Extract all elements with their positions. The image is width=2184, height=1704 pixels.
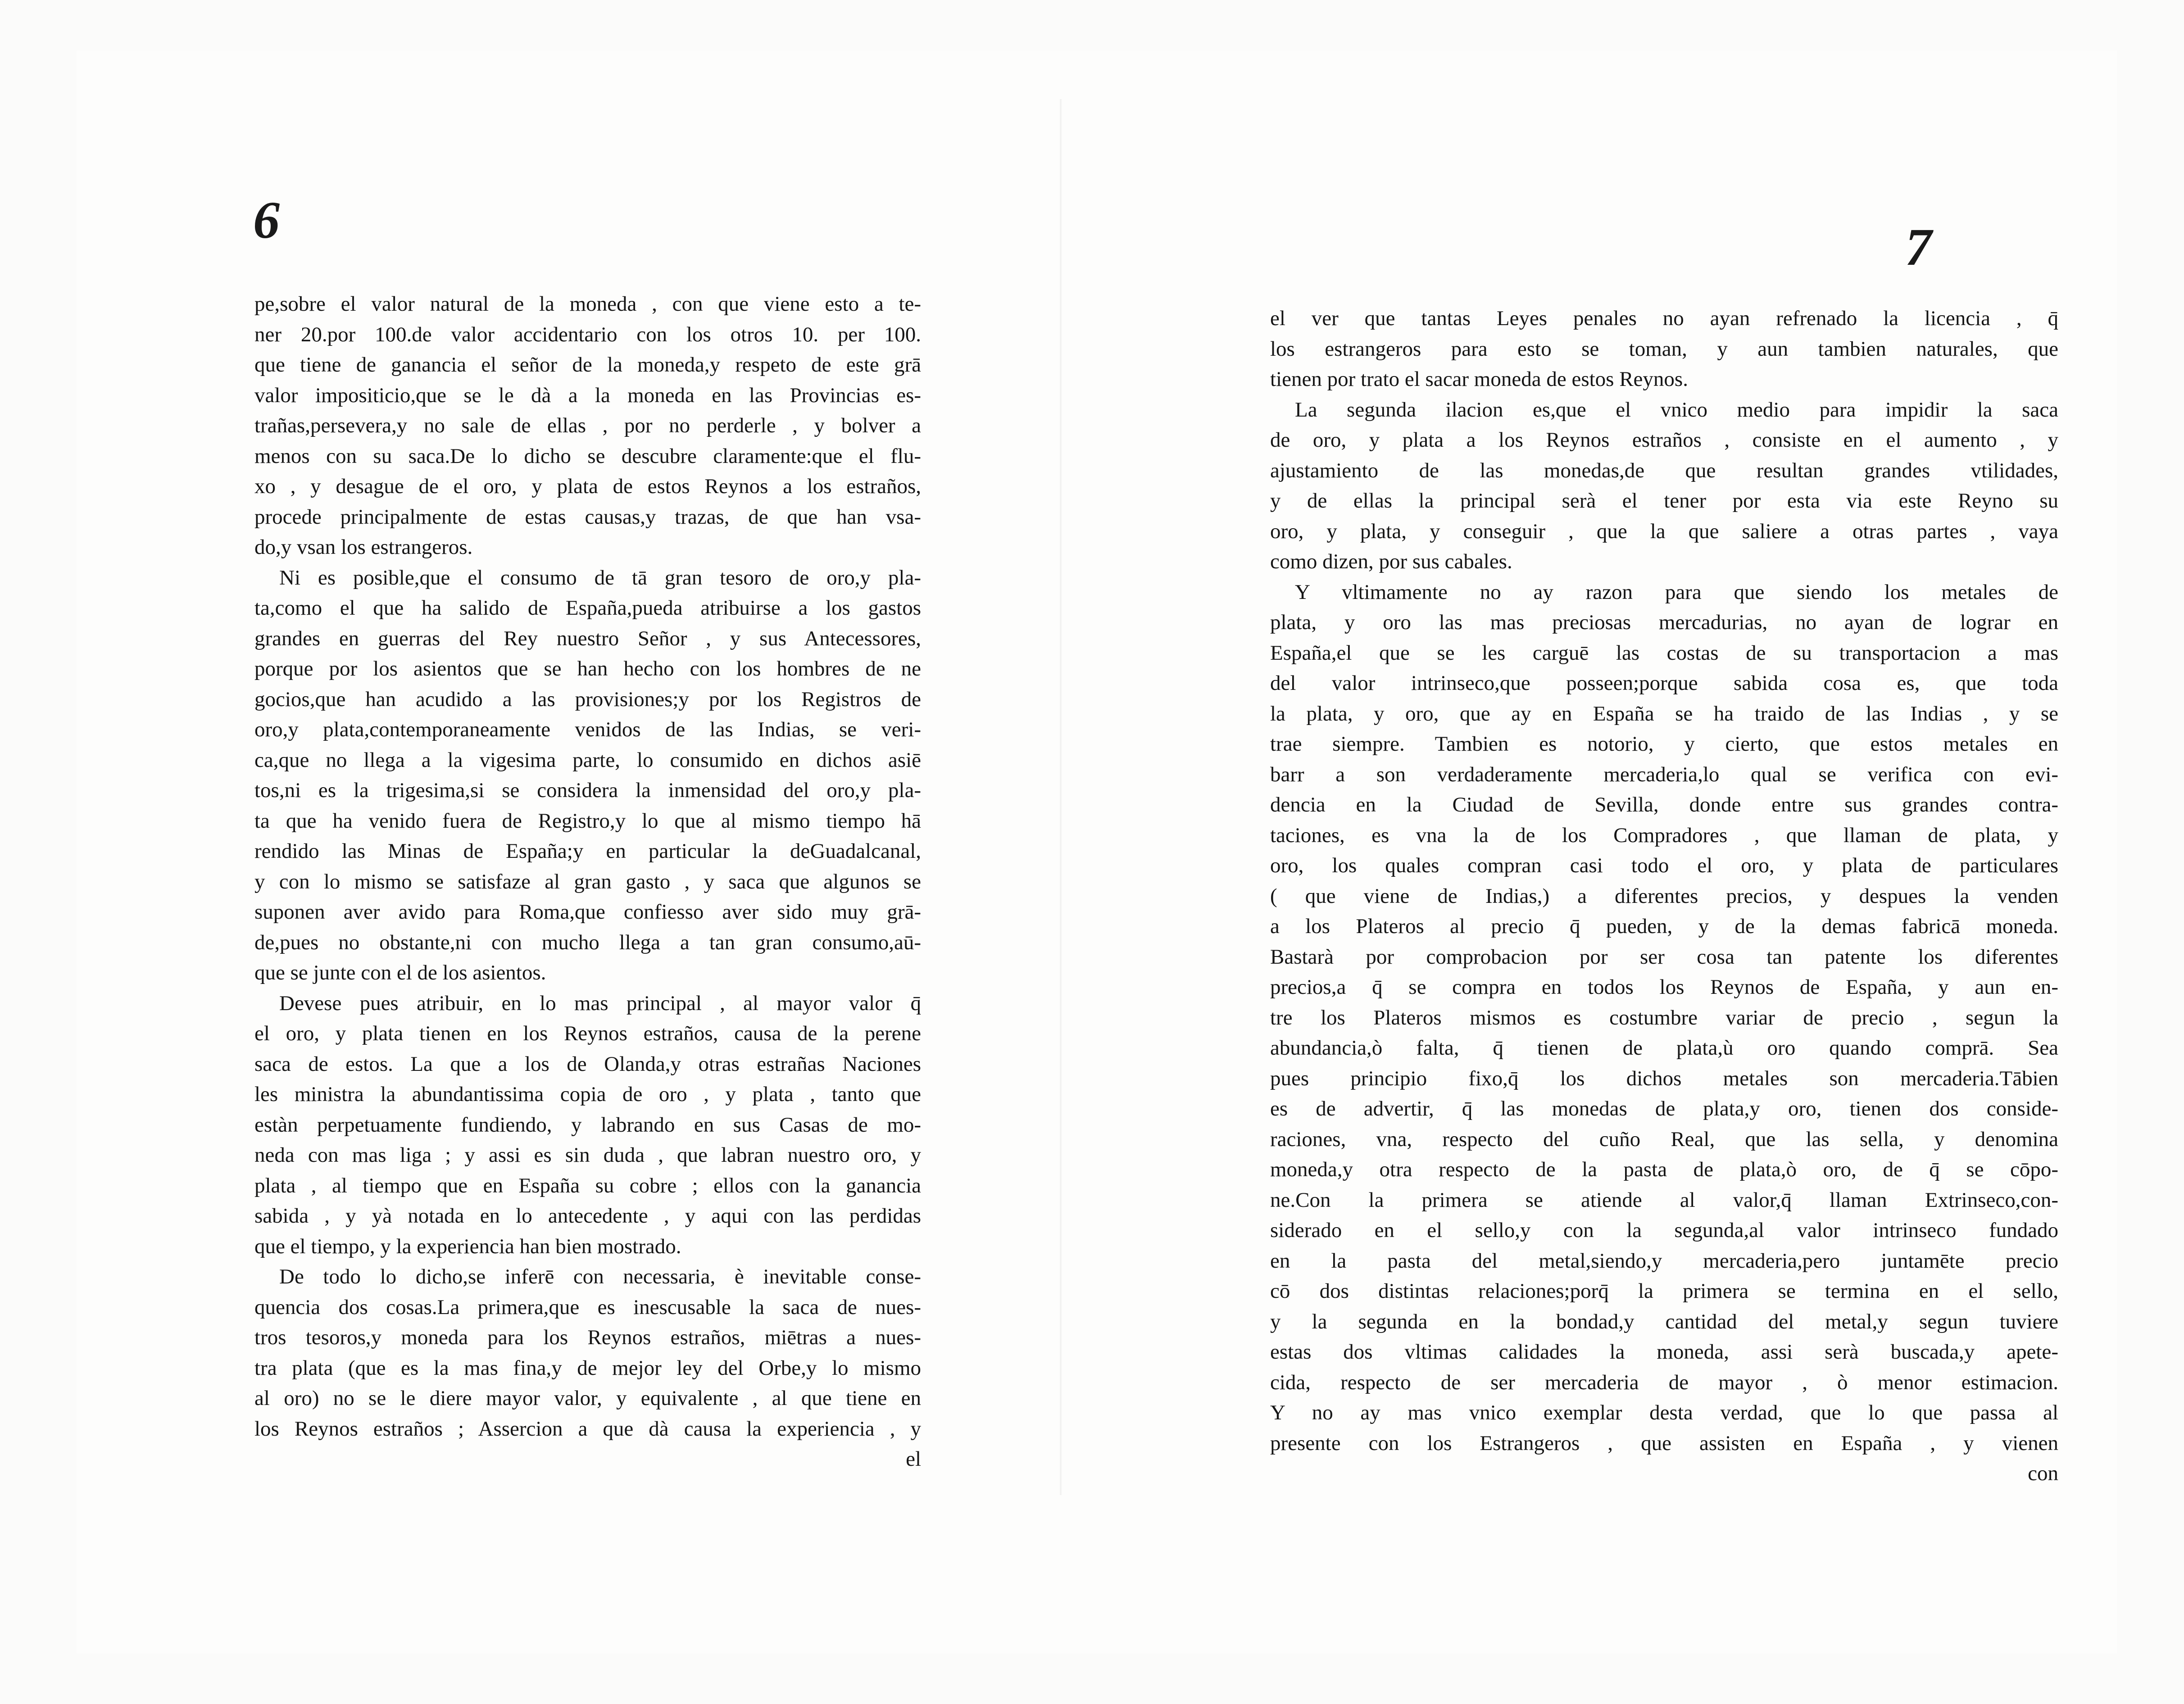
text-line: estas dos vltimas calidades la moneda, assi serà buscada,y apete- — [1270, 1340, 2058, 1364]
text-line: ajustamiento de las monedas,de que resultan grandes vtilidades, — [1270, 458, 2058, 482]
text-line: saca de estos. La que a los de Olanda,y otras estrañas Naciones — [254, 1052, 921, 1076]
text-line: del valor intrinseco,que posseen;porque sabida cosa es, que toda — [1270, 671, 2058, 695]
text-line: les ministra la abundantissima copia de oro , y plata , tanto que — [254, 1083, 921, 1106]
text-line: Bastarà por comprobacion por ser cosa tan patente los diferentes — [1270, 945, 2058, 969]
text-line: cida, respecto de ser mercaderia de mayor , ò menor estimacion. — [1270, 1370, 2058, 1394]
text-line: rendido las Minas de España;y en particular la deGuadalcanal, — [254, 839, 921, 863]
text-line: a los Plateros al precio q̄ pueden, y de la demas fabricā moneda. — [1270, 915, 2058, 938]
text-line: trae siempre. Tambien es notorio, y cierto, que estos metales en — [1270, 732, 2058, 756]
text-line: es de advertir, q̄ las monedas de plata,y oro, tienen dos conside- — [1270, 1097, 2058, 1120]
left-page-number: 6 — [253, 190, 280, 249]
text-line: ner 20.por 100.de valor accidentario con los otros 10. per 100. — [254, 322, 921, 346]
text-line: de,pues no obstante,ni con mucho llega a tan gran consumo,aū- — [254, 930, 921, 954]
text-line: plata, y oro las mas preciosas mercadurias, no ayan de lograr en — [1270, 611, 2058, 634]
text-line: y la segunda en la bondad,y cantidad del metal,y segun tuviere — [1270, 1310, 2058, 1333]
text-line: oro,y plata,contemporaneamente venidos de las Indias, se veri- — [254, 718, 921, 741]
text-line: Y vltimamente no ay razon para que siendo los metales de — [1295, 580, 2058, 604]
text-line: moneda,y otra respecto de la pasta de plata,ò oro, de q̄ se cōpo- — [1270, 1158, 2058, 1181]
text-line: oro, y plata, y conseguir , que la que saliere a otras partes , vaya — [1270, 519, 2058, 543]
catchword: el — [906, 1447, 921, 1471]
text-line: siderado en el sello,y con la segunda,al valor intrinseco fundado — [1270, 1219, 2058, 1242]
right-page-text — [1270, 304, 2058, 1489]
text-line: ca,que no llega a la vigesima parte, lo consumido en dichos asiē — [254, 748, 921, 772]
text-line: que se junte con el de los asientos. — [254, 961, 546, 984]
text-line: que el tiempo, y la experiencia han bien mostrado. — [254, 1234, 681, 1258]
text-line: barr a son verdaderamente mercaderia,lo qual se verifica con evi- — [1270, 762, 2058, 786]
text-line: de oro, y plata a los Reynos estraños , consiste en el aumento , y — [1270, 428, 2058, 452]
text-line: tos,ni es la trigesima,si se considera la inmensidad del oro,y pla- — [254, 779, 921, 802]
text-line: y con lo mismo se satisfaze al gran gasto , y saca que algunos se — [254, 870, 921, 893]
text-line: España,el que se les carguē las costas de su transportacion a mas — [1270, 641, 2058, 665]
text-line: como dizen, por sus cabales. — [1270, 550, 1512, 573]
text-line: xo , y desague de el oro, y plata de estos Reynos a los estraños, — [254, 475, 921, 498]
text-line: dencia en la Ciudad de Sevilla, donde entre sus grandes contra- — [1270, 793, 2058, 816]
text-line: ta que ha venido fuera de Registro,y lo que al mismo tiempo hā — [254, 809, 921, 833]
text-line: taciones, es vna la de los Compradores , que llaman de plata, y — [1270, 823, 2058, 847]
right-page — [1067, 50, 2117, 1654]
text-line: suponen aver avido para Roma,que confiesso aver sido muy grā- — [254, 900, 921, 924]
text-line: do,y vsan los estrangeros. — [254, 535, 473, 559]
text-line: neda con mas liga ; y assi es sin duda , que labran nuestro oro, y — [254, 1143, 921, 1167]
text-line: la plata, y oro, que ay en España se ha traido de las Indias , y se — [1270, 702, 2058, 725]
text-line: menos con su saca.De lo dicho se descubre claramente:que el flu- — [254, 444, 921, 468]
gutter — [1059, 99, 1062, 1495]
text-line: plata , al tiempo que en España su cobre ; ellos con la ganancia — [254, 1174, 921, 1197]
text-line: raciones, vna, respecto del cuño Real, que las sella, y denomina — [1270, 1127, 2058, 1151]
text-line: presente con los Estrangeros , que assisten en España , y vienen — [1270, 1431, 2058, 1455]
text-line: gocios,que han acudido a las provisiones;y por los Registros de — [254, 687, 921, 711]
text-line: ( que viene de Indias,) a diferentes precios, y despues la venden — [1270, 884, 2058, 908]
text-line: sabida , y yà notada en lo antecedente , y aqui con las perdidas — [254, 1204, 921, 1228]
right-page-number: 7 — [1905, 218, 1932, 276]
text-line: Devese pues atribuir, en lo mas principal , al mayor valor q̄ — [279, 991, 921, 1015]
text-line: valor impositicio,que se le dà a la moneda en las Provincias es- — [254, 383, 921, 407]
text-line: tienen por trato el sacar moneda de estos Reynos. — [1270, 367, 1688, 391]
text-line: procede principalmente de estas causas,y trazas, de que han vsa- — [254, 505, 921, 529]
text-line: quencia dos cosas.La primera,que es inescusable la saca de nues- — [254, 1295, 921, 1319]
text-line: oro, los quales compran casi todo el oro, y plata de particulares — [1270, 854, 2058, 877]
text-line: cō dos distintas relaciones;porq̄ la primera se termina en el sello, — [1270, 1279, 2058, 1303]
text-line: al oro) no se le diere mayor valor, y equivalente , al que tiene en — [254, 1387, 921, 1410]
text-line: La segunda ilacion es,que el vnico medio para impidir la saca — [1295, 398, 2058, 421]
text-line: en la pasta del metal,siendo,y mercaderia,pero juntamēte precio — [1270, 1249, 2058, 1273]
text-line: el ver que tantas Leyes penales no ayan refrenado la licencia , q̄ — [1270, 307, 2058, 330]
text-line: abundancia,ò falta, q̄ tienen de plata,ù oro quando comprā. Sea — [1270, 1036, 2058, 1060]
text-line: ta,como el que ha salido de España,pueda atribuirse a los gastos — [254, 596, 921, 620]
catchword: con — [2028, 1462, 2058, 1485]
text-line: pe,sobre el valor natural de la moneda , con que viene esto a te- — [254, 292, 921, 316]
text-line: que tiene de ganancia el señor de la moneda,y respeto de este grā — [254, 353, 921, 376]
text-line: grandes en guerras del Rey nuestro Señor , y sus Antecessores, — [254, 626, 921, 650]
text-line: tre los Plateros mismos es costumbre variar de precio , segun la — [1270, 1006, 2058, 1029]
text-line: De todo lo dicho,se inferē con necessaria, è inevitable conse- — [279, 1265, 921, 1288]
text-line: estàn perpetuamente fundiendo, y labrando en sus Casas de mo- — [254, 1113, 921, 1137]
left-page — [77, 50, 1067, 1654]
text-line: pues principio fixo,q̄ los dichos metales son mercaderia.Tābien — [1270, 1066, 2058, 1090]
text-line: Y no ay mas vnico exemplar desta verdad, que lo que passa al — [1270, 1401, 2058, 1424]
left-page-text — [254, 289, 921, 1475]
text-line: el oro, y plata tienen en los Reynos estraños, causa de la perene — [254, 1022, 921, 1045]
text-line: los Reynos estraños ; Assercion a que dà causa la experiencia , y — [254, 1417, 921, 1441]
text-line: trañas,persevera,y no sale de ellas , por no perderle , y bolver a — [254, 414, 921, 437]
text-line: tra plata (que es la mas fina,y de mejor ley del Orbe,y lo mismo — [254, 1356, 921, 1380]
text-line: y de ellas la principal serà el tener por esta via este Reyno su — [1270, 489, 2058, 512]
text-line: los estrangeros para esto se toman, y aun tambien naturales, que — [1270, 337, 2058, 361]
text-line: precios,a q̄ se compra en todos los Reynos de España, y aun en- — [1270, 975, 2058, 999]
text-line: ne.Con la primera se atiende al valor,q̄ llaman Extrinseco,con- — [1270, 1188, 2058, 1212]
text-line: Ni es posible,que el consumo de tā gran tesoro de oro,y pla- — [279, 566, 921, 589]
text-line: tros tesoros,y moneda para los Reynos estraños, miētras a nues- — [254, 1326, 921, 1349]
text-line: porque por los asientos que se han hecho con los hombres de ne — [254, 657, 921, 680]
